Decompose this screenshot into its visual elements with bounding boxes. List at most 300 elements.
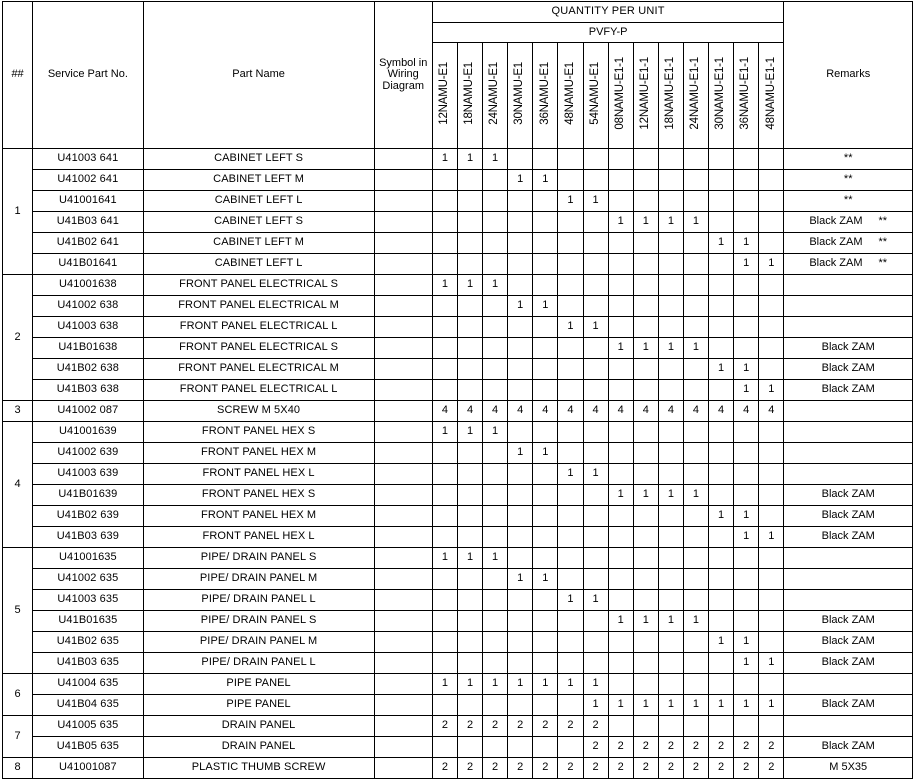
quantity-cell (533, 149, 558, 170)
service-part-no-cell: U41B04 635 (33, 695, 143, 716)
quantity-cell (734, 422, 759, 443)
quantity-cell (483, 233, 508, 254)
quantity-cell (759, 149, 784, 170)
quantity-cell: 1 (683, 485, 708, 506)
remark-text: Black ZAM (821, 635, 875, 648)
quantity-cell (759, 443, 784, 464)
table-row (3, 590, 913, 611)
quantity-cell: 2 (432, 716, 457, 737)
quantity-cell (483, 296, 508, 317)
model-code-label: 24NAMU-E1-1 (689, 57, 702, 131)
remarks-cell (784, 380, 913, 401)
quantity-cell (683, 170, 708, 191)
quantity-cell: 1 (558, 317, 583, 338)
quantity-cell: 1 (683, 611, 708, 632)
symbol-cell (374, 317, 432, 338)
quantity-cell (533, 653, 558, 674)
quantity-cell (483, 464, 508, 485)
quantity-cell (483, 632, 508, 653)
quantity-cell (608, 254, 633, 275)
quantity-cell (658, 191, 683, 212)
service-part-no-cell: U41005 635 (33, 716, 143, 737)
quantity-cell: 2 (658, 758, 683, 779)
table-row (3, 401, 913, 422)
quantity-cell (633, 254, 658, 275)
symbol-cell (374, 674, 432, 695)
quantity-cell (432, 191, 457, 212)
quantity-cell: 4 (759, 401, 784, 422)
quantity-cell (457, 611, 482, 632)
header-model-col-7 (583, 43, 608, 149)
quantity-cell (683, 653, 708, 674)
model-code-label: 18NAMU-E1 (463, 62, 476, 126)
quantity-cell (533, 254, 558, 275)
quantity-cell (483, 338, 508, 359)
group-index-cell: 2 (3, 275, 33, 401)
quantity-cell (432, 254, 457, 275)
quantity-cell (583, 485, 608, 506)
quantity-cell: 4 (658, 401, 683, 422)
quantity-cell (709, 422, 734, 443)
quantity-cell: 2 (683, 737, 708, 758)
header-model-col-9 (633, 43, 658, 149)
service-part-no-cell: U41B03 638 (33, 380, 143, 401)
service-part-no-cell: U41003 635 (33, 590, 143, 611)
symbol-cell (374, 506, 432, 527)
quantity-cell (483, 212, 508, 233)
quantity-cell: 2 (633, 758, 658, 779)
table-row (3, 527, 913, 548)
quantity-cell: 1 (658, 695, 683, 716)
quantity-cell (583, 170, 608, 191)
quantity-cell (633, 632, 658, 653)
quantity-cell (533, 359, 558, 380)
quantity-cell (633, 422, 658, 443)
quantity-cell (483, 611, 508, 632)
quantity-cell (558, 527, 583, 548)
symbol-cell (374, 191, 432, 212)
service-part-no-cell: U41B03 635 (33, 653, 143, 674)
quantity-cell (508, 464, 533, 485)
quantity-cell: 1 (432, 674, 457, 695)
quantity-cell (508, 653, 533, 674)
quantity-cell (432, 611, 457, 632)
quantity-cell (608, 191, 633, 212)
quantity-cell (709, 527, 734, 548)
table-row (3, 380, 913, 401)
remark-text: Black ZAM (821, 614, 875, 627)
quantity-cell: 2 (583, 737, 608, 758)
quantity-cell (558, 422, 583, 443)
part-name-cell: CABINET LEFT L (143, 191, 374, 212)
remarks-cell (784, 212, 913, 233)
table-row (3, 485, 913, 506)
remark-asterisk: ** (878, 257, 888, 270)
service-part-no-cell: U41002 635 (33, 569, 143, 590)
remarks-cell (784, 548, 913, 569)
table-row (3, 275, 913, 296)
quantity-cell (457, 632, 482, 653)
header-part-name: Part Name (143, 2, 374, 149)
quantity-cell (583, 422, 608, 443)
header-remarks: Remarks (784, 2, 913, 149)
quantity-cell: 1 (533, 569, 558, 590)
quantity-cell: 2 (558, 716, 583, 737)
quantity-cell (483, 485, 508, 506)
quantity-cell (432, 632, 457, 653)
quantity-cell: 1 (734, 380, 759, 401)
table-row (3, 296, 913, 317)
quantity-cell (759, 233, 784, 254)
quantity-cell: 2 (583, 716, 608, 737)
quantity-cell (709, 191, 734, 212)
quantity-cell (583, 548, 608, 569)
quantity-cell (508, 590, 533, 611)
quantity-cell (658, 254, 683, 275)
quantity-cell (483, 569, 508, 590)
table-row (3, 653, 913, 674)
quantity-cell (683, 254, 708, 275)
quantity-cell: 4 (683, 401, 708, 422)
quantity-cell: 1 (734, 233, 759, 254)
quantity-cell: 4 (508, 401, 533, 422)
table-row (3, 611, 913, 632)
quantity-cell (683, 443, 708, 464)
quantity-cell (608, 674, 633, 695)
part-name-cell: PIPE PANEL (143, 695, 374, 716)
quantity-cell (457, 569, 482, 590)
quantity-cell (558, 233, 583, 254)
service-part-no-cell: U41002 638 (33, 296, 143, 317)
quantity-cell (734, 485, 759, 506)
quantity-cell (759, 170, 784, 191)
symbol-cell (374, 422, 432, 443)
quantity-cell (683, 464, 708, 485)
quantity-cell: 1 (759, 254, 784, 275)
quantity-cell (508, 317, 533, 338)
quantity-cell (759, 674, 784, 695)
quantity-cell: 2 (483, 716, 508, 737)
parts-table (2, 1, 913, 779)
quantity-cell (709, 338, 734, 359)
table-row (3, 443, 913, 464)
header-model-col-11 (683, 43, 708, 149)
quantity-cell (533, 737, 558, 758)
part-name-cell: CABINET LEFT L (143, 254, 374, 275)
quantity-cell (558, 737, 583, 758)
quantity-cell (658, 569, 683, 590)
quantity-cell (734, 674, 759, 695)
quantity-cell (608, 149, 633, 170)
service-part-no-cell: U41004 635 (33, 674, 143, 695)
quantity-cell (583, 611, 608, 632)
quantity-cell (457, 191, 482, 212)
remark-text: Black ZAM (821, 362, 875, 375)
quantity-cell (483, 506, 508, 527)
quantity-cell (633, 296, 658, 317)
table-row (3, 233, 913, 254)
part-name-cell: FRONT PANEL HEX L (143, 527, 374, 548)
quantity-cell (658, 464, 683, 485)
quantity-cell (633, 716, 658, 737)
quantity-cell: 2 (508, 716, 533, 737)
service-part-no-cell: U41003 639 (33, 464, 143, 485)
quantity-cell (709, 590, 734, 611)
quantity-cell (457, 695, 482, 716)
symbol-cell (374, 443, 432, 464)
quantity-cell (683, 422, 708, 443)
parts-list-sheet (0, 1, 914, 774)
quantity-cell (633, 170, 658, 191)
quantity-cell: 1 (759, 653, 784, 674)
quantity-cell: 1 (633, 212, 658, 233)
part-name-cell: FRONT PANEL ELECTRICAL L (143, 317, 374, 338)
quantity-cell (457, 485, 482, 506)
header-model-col-13 (734, 43, 759, 149)
remarks-cell (784, 464, 913, 485)
quantity-cell: 1 (759, 695, 784, 716)
quantity-cell (508, 485, 533, 506)
header-model-col-5 (533, 43, 558, 149)
model-code-label: 12NAMU-E1-1 (639, 57, 652, 131)
quantity-cell: 1 (734, 359, 759, 380)
quantity-cell (558, 212, 583, 233)
quantity-cell (432, 296, 457, 317)
quantity-cell: 4 (533, 401, 558, 422)
quantity-cell (608, 422, 633, 443)
quantity-cell (683, 359, 708, 380)
quantity-cell (759, 191, 784, 212)
quantity-cell: 4 (432, 401, 457, 422)
quantity-cell (734, 590, 759, 611)
quantity-cell (508, 359, 533, 380)
quantity-cell (457, 254, 482, 275)
quantity-cell (432, 317, 457, 338)
quantity-cell (683, 590, 708, 611)
quantity-cell (658, 653, 683, 674)
quantity-cell (558, 275, 583, 296)
quantity-cell (457, 380, 482, 401)
quantity-cell (558, 506, 583, 527)
quantity-cell (558, 548, 583, 569)
quantity-cell (583, 275, 608, 296)
quantity-cell (508, 254, 533, 275)
quantity-cell (558, 695, 583, 716)
quantity-cell: 1 (759, 527, 784, 548)
group-index-cell: 6 (3, 674, 33, 716)
quantity-cell: 1 (558, 674, 583, 695)
remark-text: Black ZAM (821, 488, 875, 501)
quantity-cell (683, 233, 708, 254)
model-code-label: 08NAMU-E1-1 (613, 57, 626, 131)
quantity-cell (533, 548, 558, 569)
remark-text: Black ZAM (821, 341, 875, 354)
quantity-cell (457, 737, 482, 758)
quantity-cell (759, 485, 784, 506)
quantity-cell (633, 590, 658, 611)
table-row (3, 317, 913, 338)
quantity-cell: 1 (483, 422, 508, 443)
quantity-cell (608, 275, 633, 296)
quantity-cell (633, 275, 658, 296)
model-code-label: 54NAMU-E1 (588, 62, 601, 126)
quantity-cell (709, 212, 734, 233)
remarks-cell (784, 317, 913, 338)
remarks-cell (784, 422, 913, 443)
quantity-cell (759, 422, 784, 443)
quantity-cell (608, 359, 633, 380)
quantity-cell (709, 716, 734, 737)
quantity-cell (583, 506, 608, 527)
header-model-col-14 (759, 43, 784, 149)
table-row (3, 212, 913, 233)
quantity-cell (658, 632, 683, 653)
part-name-cell: CABINET LEFT S (143, 212, 374, 233)
part-name-cell: CABINET LEFT S (143, 149, 374, 170)
quantity-cell (683, 191, 708, 212)
symbol-cell (374, 212, 432, 233)
service-part-no-cell: U41B05 635 (33, 737, 143, 758)
table-row (3, 506, 913, 527)
quantity-cell (658, 233, 683, 254)
quantity-cell: 2 (633, 737, 658, 758)
quantity-cell (709, 443, 734, 464)
quantity-cell: 1 (683, 695, 708, 716)
symbol-cell (374, 170, 432, 191)
symbol-cell (374, 716, 432, 737)
quantity-cell (432, 527, 457, 548)
model-code-label: 30NAMU-E1-1 (714, 57, 727, 131)
quantity-cell (483, 191, 508, 212)
quantity-cell (558, 653, 583, 674)
quantity-cell (683, 548, 708, 569)
symbol-cell (374, 359, 432, 380)
quantity-cell: 1 (683, 338, 708, 359)
remarks-cell (784, 716, 913, 737)
part-name-cell: FRONT PANEL ELECTRICAL M (143, 359, 374, 380)
quantity-cell: 1 (483, 149, 508, 170)
quantity-cell (709, 296, 734, 317)
quantity-cell (508, 611, 533, 632)
part-name-cell: DRAIN PANEL (143, 737, 374, 758)
symbol-cell (374, 233, 432, 254)
group-index-cell: 1 (3, 149, 33, 275)
quantity-cell: 4 (483, 401, 508, 422)
service-part-no-cell: U41B02 635 (33, 632, 143, 653)
quantity-cell (432, 233, 457, 254)
remark-asterisk: ** (878, 236, 888, 249)
quantity-cell (508, 149, 533, 170)
table-row (3, 338, 913, 359)
part-name-cell: PIPE/ DRAIN PANEL S (143, 611, 374, 632)
remarks-cell (784, 485, 913, 506)
quantity-cell (759, 338, 784, 359)
quantity-cell (759, 212, 784, 233)
quantity-cell (658, 527, 683, 548)
service-part-no-cell: U41B02 641 (33, 233, 143, 254)
part-name-cell: FRONT PANEL HEX S (143, 422, 374, 443)
quantity-cell (734, 338, 759, 359)
quantity-cell (483, 737, 508, 758)
quantity-cell (658, 548, 683, 569)
remarks-cell (784, 674, 913, 695)
quantity-cell (558, 170, 583, 191)
quantity-cell (508, 212, 533, 233)
quantity-cell (457, 359, 482, 380)
quantity-cell (734, 569, 759, 590)
quantity-cell (533, 611, 558, 632)
quantity-cell: 1 (734, 632, 759, 653)
quantity-cell (583, 338, 608, 359)
quantity-cell: 1 (608, 611, 633, 632)
quantity-cell: 1 (533, 674, 558, 695)
quantity-cell (558, 443, 583, 464)
quantity-cell (709, 464, 734, 485)
quantity-cell (583, 149, 608, 170)
quantity-cell: 1 (457, 548, 482, 569)
part-name-cell: PIPE PANEL (143, 674, 374, 695)
group-index-cell: 4 (3, 422, 33, 548)
quantity-cell (608, 632, 633, 653)
remarks-cell (784, 233, 913, 254)
quantity-cell (533, 275, 558, 296)
quantity-cell: 1 (608, 485, 633, 506)
quantity-cell: 1 (683, 212, 708, 233)
quantity-cell (508, 632, 533, 653)
quantity-cell (683, 317, 708, 338)
symbol-cell (374, 296, 432, 317)
quantity-cell (558, 611, 583, 632)
quantity-cell (533, 590, 558, 611)
quantity-cell: 1 (558, 191, 583, 212)
remarks-cell (784, 170, 913, 191)
header-symbol-wiring-diagram: Symbol in Wiring Diagram (374, 2, 432, 149)
quantity-cell (483, 527, 508, 548)
quantity-cell (658, 716, 683, 737)
part-name-cell: PIPE/ DRAIN PANEL L (143, 590, 374, 611)
quantity-cell: 1 (759, 380, 784, 401)
quantity-cell (658, 296, 683, 317)
quantity-cell (658, 317, 683, 338)
remarks-cell (784, 590, 913, 611)
quantity-cell: 1 (508, 674, 533, 695)
quantity-cell (633, 149, 658, 170)
quantity-cell (709, 275, 734, 296)
quantity-cell: 1 (734, 254, 759, 275)
quantity-cell (608, 233, 633, 254)
remarks-cell (784, 443, 913, 464)
group-index-cell: 5 (3, 548, 33, 674)
quantity-cell (558, 338, 583, 359)
quantity-cell (734, 212, 759, 233)
remarks-cell (784, 653, 913, 674)
quantity-cell: 4 (734, 401, 759, 422)
quantity-cell (683, 506, 708, 527)
quantity-cell (608, 527, 633, 548)
quantity-cell (658, 506, 683, 527)
header-model-col-10 (658, 43, 683, 149)
quantity-cell (457, 170, 482, 191)
group-index-cell: 3 (3, 401, 33, 422)
quantity-cell (709, 611, 734, 632)
quantity-cell: 1 (508, 569, 533, 590)
quantity-cell (633, 548, 658, 569)
quantity-cell (508, 380, 533, 401)
remark-text: Black ZAM (809, 236, 863, 249)
quantity-cell (633, 674, 658, 695)
quantity-cell (759, 632, 784, 653)
quantity-cell: 1 (658, 212, 683, 233)
